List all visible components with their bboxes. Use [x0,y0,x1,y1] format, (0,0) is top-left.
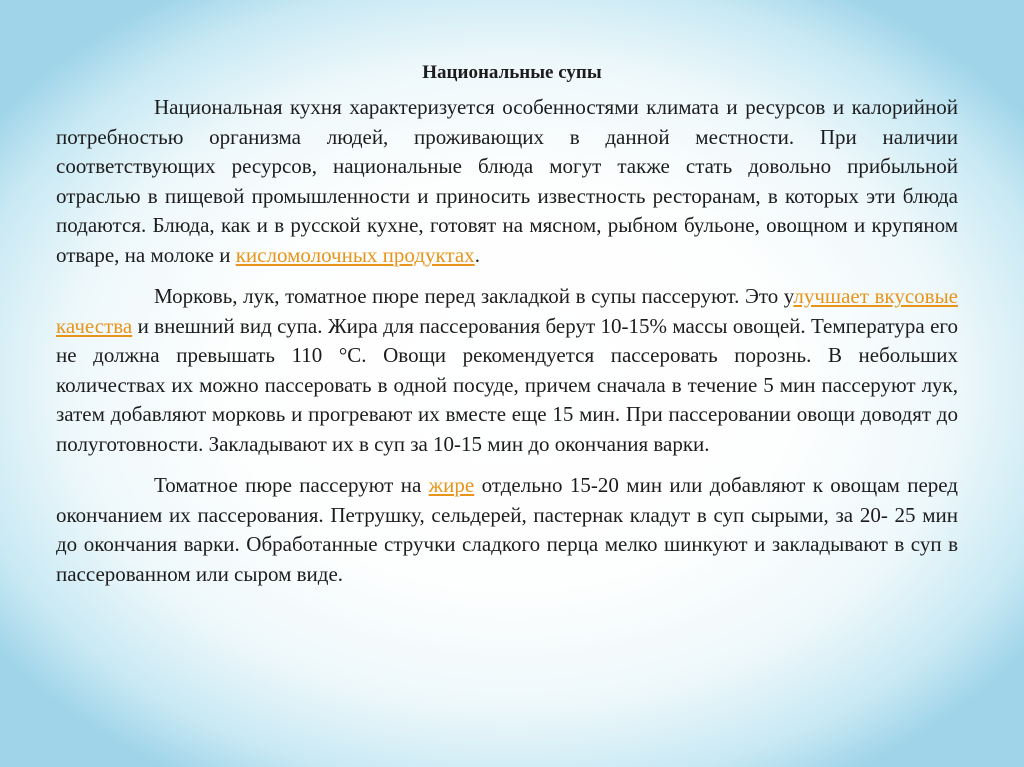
paragraph-3-text-start: Томатное пюре пассеруют на [154,473,429,497]
paragraph-1-end: . [474,242,480,267]
link-fermented-milk-products[interactable]: кисломолочных продуктах [235,242,475,267]
paragraph-1 [56,93,958,270]
paragraph-2 [56,282,958,459]
paragraph-2-text-end: и внешний вид супа. Жира для пассерования берут 10-15% массы овощей. Температура его не должна превышать 110 °С. Овощи рекомендуется пассеровать порознь. В небольших количествах их можно пассеровать в одной посуде, причем сначала в течение 5 мин пассеруют лук, затем добавляют морковь и прогревают их вместе еще 15 мин. При пассеровании овощи доводят до полуготовности. Закладывают их в суп за 10-15 мин до окончания варки. [56,313,958,456]
page-title: Национальные супы [422,62,602,83]
document-body [56,58,958,601]
paragraph-3-text-end: отдельно 15-20 мин или добавляют к овощам перед окончанием их пассерования. Петрушку, сельдерей, пастернак кладут в суп сырыми, за 20- 25 мин до окончания варки. Обработанные стручки сладкого перца мелко шинкуют и закладывают в суп в пассерованном или сыром виде. [56,473,958,586]
paragraph-1-text: Национальная кухня характеризуется особенностями климата и ресурсов и калорийной потребностью организма людей, проживающих в данной местности. При наличии соответствующих ресурсов, национальные блюда могут также стать довольно прибыльной отраслью в пищевой промышленности и приносить известность ресторанам, в которых эти блюда подаются. Блюда, как и в русской кухне, готовят на мясном, рыбном бульоне, овощном и крупяном отваре, на молоке и [56,95,958,267]
paragraph-3 [56,471,958,589]
link-fat[interactable]: жире [428,473,475,497]
paragraph-2-text-start: Морковь, лук, томатное пюре перед закладкой в супы пассеруют. Это у [154,284,794,308]
link-improves-taste[interactable]: лучшает вкусовые качества [56,284,958,338]
